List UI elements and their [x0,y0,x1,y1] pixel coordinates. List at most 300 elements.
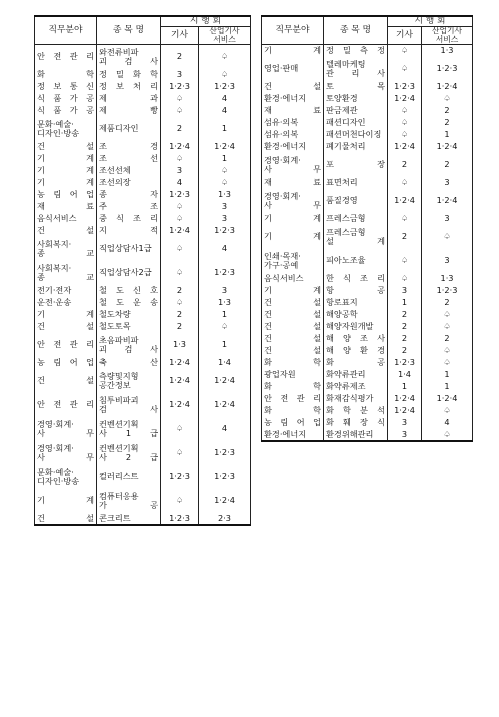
item-cell: 조선선체 [97,165,161,177]
field-cell: 기 계 [35,309,97,321]
col-b-cell: ♤ [199,165,251,177]
col-a-cell: 1·2·4 [388,141,422,153]
col-a-cell: 1·2·4 [161,225,199,237]
col-a-cell: ♤ [161,489,199,513]
table-row [35,261,251,285]
field-cell: 사회복지· 종 교 [35,237,97,261]
field-cell: 문화·예술· 디자인·방송 [35,465,97,489]
table-row [35,309,251,321]
col-a-cell: ♤ [161,213,199,225]
table-row [262,357,473,369]
table-row [262,141,473,153]
item-cell: 조 경 [97,141,161,153]
item-cell: 직업상담사1급 [97,237,161,261]
col-b-cell: ♤ [422,345,473,357]
col-a-cell: 2 [388,333,422,345]
field-cell: 섬유·의복 [262,129,324,141]
item-cell: 폐기물처리 [324,141,388,153]
item-cell: 화 훼 장 식 [324,417,388,429]
col-a-cell: ♤ [388,177,422,189]
col-b-cell: 3 [422,177,473,189]
col-a-cell: 2 [161,309,199,321]
col-a-cell: 1 [388,297,422,309]
col-b-cell: ♤ [422,321,473,333]
item-cell: 한 식 조 리 [324,273,388,285]
table-row [35,297,251,309]
col-a-cell: 3 [388,417,422,429]
table-row [262,393,473,405]
col-a-cell: 2 [388,225,422,249]
table-row [262,285,473,297]
col-b-cell: 4 [422,417,473,429]
item-cell: 초음파비파 괴 검 사 [97,333,161,357]
field-cell: 문화·예술· 디자인·방송 [35,117,97,141]
col-a-cell: 1·3 [161,333,199,357]
field-cell: 건 설 [35,225,97,237]
col-a-cell: ♤ [388,57,422,81]
field-cell: 경영·회계· 사 무 [262,189,324,213]
header-field: 직무분야 [262,16,324,45]
item-cell: 피아노조율 [324,249,388,273]
col-a-cell: 3 [388,429,422,441]
field-cell: 건 설 [262,345,324,357]
table-row [262,249,473,273]
table-row [35,201,251,213]
field-cell: 안 전 관 리 [35,333,97,357]
col-a-cell: ♤ [388,213,422,225]
item-cell: 포 장 [324,153,388,177]
col-a-cell: ♤ [161,441,199,465]
col-a-cell: ♤ [388,273,422,285]
col-b-cell: 1·2·4 [422,141,473,153]
left-schedule-table [34,15,251,526]
col-a-cell: 1 [388,381,422,393]
table-row [262,177,473,189]
item-cell: 지 적 [97,225,161,237]
header-item: 종 목 명 [97,16,161,45]
field-cell: 재 료 [35,201,97,213]
col-b-cell: 1·2·3 [199,441,251,465]
item-cell: 해양공학 [324,309,388,321]
col-a-cell: ♤ [161,417,199,441]
col-b-cell: 1·2·4 [422,81,473,93]
item-cell: 표면처리 [324,177,388,189]
field-cell: 건 설 [262,297,324,309]
item-cell: 화재감식평가 [324,393,388,405]
item-cell: 직업상담사2급 [97,261,161,285]
col-b-cell: ♤ [422,93,473,105]
field-cell: 환경·에너지 [262,429,324,441]
col-b-cell: 1·2·3 [199,81,251,93]
item-cell: 와전류비파 괴 검 사 [97,45,161,69]
field-cell: 경영·회계· 사 무 [35,441,97,465]
col-a-cell: 2 [161,285,199,297]
field-cell: 안 전 관 리 [262,393,324,405]
table-row [262,93,473,105]
left-table-body [35,45,251,525]
table-row [35,321,251,333]
col-b-cell: ♤ [199,69,251,81]
table-row [35,117,251,141]
col-b-cell: ♤ [422,309,473,321]
field-cell: 식 품 가 공 [35,105,97,117]
item-cell: 화약류제조 [324,381,388,393]
col-b-cell: 1·2·4 [422,393,473,405]
col-a-cell: ♤ [161,153,199,165]
field-cell: 농 림 어 업 [262,417,324,429]
table-row [262,345,473,357]
table-row [262,189,473,213]
table-row [35,105,251,117]
item-cell: 콘크리트 [97,513,161,525]
col-b-cell: 2 [422,117,473,129]
field-cell: 화 학 [262,381,324,393]
item-cell: 정 보 처 리 [97,81,161,93]
col-b-cell: 1 [199,153,251,165]
col-b-cell: 1·2·4 [199,393,251,417]
col-b-cell: 4 [199,237,251,261]
col-a-cell: 4 [161,177,199,189]
table-row [262,81,473,93]
col-b-cell: 1·2·3 [199,465,251,489]
col-a-cell: ♤ [388,117,422,129]
item-cell: 정 밀 측 정 [324,45,388,57]
item-cell: 해양자원개발 [324,321,388,333]
table-row [262,45,473,57]
col-a-cell: ♤ [161,105,199,117]
field-cell: 영업·판매 [262,57,324,81]
field-cell: 건 설 [35,141,97,153]
col-a-cell: 1·4 [388,369,422,381]
col-b-cell: ♤ [199,45,251,69]
table-row [262,57,473,81]
table-row [262,117,473,129]
col-b-cell: 1 [422,129,473,141]
item-cell: 중 식 조 리 [97,213,161,225]
col-a-cell: 2 [161,45,199,69]
table-row [262,297,473,309]
col-a-cell: 2 [388,321,422,333]
col-b-cell: 1·2·3 [422,285,473,297]
col-b-cell: 3 [199,213,251,225]
header-col-b: 산업기사 서비스 [199,27,251,45]
field-cell: 건 설 [262,321,324,333]
right-table-header [262,16,473,45]
table-row [35,465,251,489]
table-row [262,225,473,249]
col-a-cell: 1·2·4 [161,393,199,417]
item-cell: 컨벤션기획 사 2 급 [97,441,161,465]
table-row [262,417,473,429]
table-row [35,93,251,105]
item-cell: 조 선 [97,153,161,165]
item-cell: 항로표지 [324,297,388,309]
table-row [35,81,251,93]
table-row [262,309,473,321]
field-cell: 화 학 [262,357,324,369]
table-row [35,285,251,297]
table-row [35,141,251,153]
col-a-cell: 1·2·3 [161,189,199,201]
col-b-cell: 1·3 [422,45,473,57]
right-schedule-table [261,15,473,442]
header-group: 시 행 회 [161,16,251,27]
item-cell: 조선의장 [97,177,161,189]
table-row [262,429,473,441]
item-cell: 철도차량 [97,309,161,321]
field-cell: 건 설 [35,513,97,525]
col-a-cell: 1·2·3 [161,81,199,93]
col-b-cell: 1·4 [199,357,251,369]
col-a-cell: 1·2·4 [161,357,199,369]
field-cell: 기 계 [262,285,324,297]
item-cell: 철 도 신 호 [97,285,161,297]
col-a-cell: 2 [388,153,422,177]
item-cell: 품질경영 [324,189,388,213]
table-row [35,393,251,417]
col-a-cell: ♤ [388,45,422,57]
item-cell: 철 도 운 송 [97,297,161,309]
table-row [262,105,473,117]
header-item: 종 목 명 [324,16,388,45]
table-row [35,369,251,393]
field-cell: 건 설 [35,369,97,393]
field-cell: 건 설 [262,333,324,345]
col-a-cell: 3 [388,285,422,297]
item-cell: 화 공 [324,357,388,369]
item-cell: 정 밀 화 학 [97,69,161,81]
table-row [262,321,473,333]
table-row [262,213,473,225]
col-b-cell: 1 [199,117,251,141]
col-a-cell: 2 [388,309,422,321]
table-row [262,333,473,345]
col-b-cell: 3 [199,285,251,297]
col-b-cell: 1·3 [422,273,473,285]
col-b-cell: 2 [422,297,473,309]
col-b-cell: 1·2·3 [199,261,251,285]
col-a-cell: ♤ [388,129,422,141]
field-cell: 환경·에너지 [262,141,324,153]
col-a-cell: 1·2·4 [388,189,422,213]
col-b-cell: 1 [199,309,251,321]
col-a-cell: 2 [161,117,199,141]
table-row [35,69,251,81]
col-b-cell: 1 [422,381,473,393]
table-row [35,441,251,465]
table-row [35,213,251,225]
item-cell: 종 자 [97,189,161,201]
col-a-cell: 1·2·3 [388,81,422,93]
col-a-cell: 1·2·4 [161,369,199,393]
col-a-cell: 2 [388,345,422,357]
field-cell: 기 계 [35,177,97,189]
col-b-cell: 1·2·3 [422,57,473,81]
field-cell: 농 림 어 업 [35,189,97,201]
item-cell: 해 양 환 경 [324,345,388,357]
field-cell: 화 학 [262,405,324,417]
item-cell: 패션머천다이징 [324,129,388,141]
col-a-cell: ♤ [388,249,422,273]
col-a-cell: 1·2·4 [161,141,199,153]
field-cell: 기 계 [35,165,97,177]
col-b-cell: ♤ [199,321,251,333]
item-cell: 패션디자인 [324,117,388,129]
table-row [35,189,251,201]
field-cell: 기 계 [35,489,97,513]
left-table-header [35,16,251,45]
header-group: 시 행 회 [388,16,473,27]
col-a-cell: 3 [161,69,199,81]
field-cell: 음식서비스 [262,273,324,285]
col-a-cell: 1·2·4 [388,405,422,417]
field-cell: 기 계 [262,45,324,57]
table-row [35,417,251,441]
field-cell: 화 학 [35,69,97,81]
field-cell: 기 계 [262,213,324,225]
item-cell: 텔레마케팅 관 리 사 [324,57,388,81]
col-b-cell: 3 [422,213,473,225]
col-b-cell: 1 [422,369,473,381]
table-row [262,129,473,141]
table-row [262,273,473,285]
field-cell: 안 전 관 리 [35,45,97,69]
col-a-cell: ♤ [161,201,199,213]
field-cell: 정 보 통 신 [35,81,97,93]
col-b-cell: ♤ [199,177,251,189]
field-cell: 재 료 [262,177,324,189]
table-row [35,489,251,513]
col-b-cell: 4 [199,417,251,441]
col-a-cell: ♤ [388,105,422,117]
field-cell: 건 설 [35,321,97,333]
table-row [262,381,473,393]
table-row [35,153,251,165]
table-row [35,177,251,189]
field-cell: 전기·전자 [35,285,97,297]
col-b-cell: 2 [422,105,473,117]
col-a-cell: 1·2·4 [388,393,422,405]
item-cell: 항 공 [324,285,388,297]
item-cell: 토양환경 [324,93,388,105]
item-cell: 제 빵 [97,105,161,117]
table-row [262,405,473,417]
col-b-cell: 3 [422,249,473,273]
col-b-cell: 3 [199,201,251,213]
item-cell: 제 과 [97,93,161,105]
item-cell: 축 산 [97,357,161,369]
item-cell: 철도토목 [97,321,161,333]
item-cell: 컨벤션기획 사 1 급 [97,417,161,441]
header-col-a: 기사 [161,27,199,45]
col-b-cell: 1·2·4 [422,189,473,213]
item-cell: 침투비파괴 검 사 [97,393,161,417]
col-b-cell: 4 [199,93,251,105]
col-a-cell: 3 [161,165,199,177]
item-cell: 제품디자인 [97,117,161,141]
col-b-cell: ♤ [422,429,473,441]
table-row [262,369,473,381]
field-cell: 섬유·의복 [262,117,324,129]
field-cell: 운전·운송 [35,297,97,309]
table-row [35,45,251,69]
field-cell: 건 설 [262,309,324,321]
table-row [35,333,251,357]
header-col-a: 기사 [388,27,422,45]
header-field: 직무분야 [35,16,97,45]
field-cell: 광업자원 [262,369,324,381]
col-b-cell: 1·3 [199,189,251,201]
field-cell: 건 설 [262,81,324,93]
col-b-cell: 1·2·4 [199,141,251,153]
field-cell: 사회복지· 종 교 [35,261,97,285]
field-cell: 기 계 [35,153,97,165]
table-row [35,357,251,369]
col-a-cell: ♤ [161,297,199,309]
field-cell: 기 계 [262,225,324,249]
col-a-cell: ♤ [161,237,199,261]
col-b-cell: 2·3 [199,513,251,525]
col-b-cell: 1·2·3 [199,225,251,237]
table-row [262,153,473,177]
table-row [35,513,251,525]
item-cell: 프레스금형 설 계 [324,225,388,249]
col-b-cell: 1·3 [199,297,251,309]
right-table-body [262,45,473,441]
item-cell: 화 학 분 석 [324,405,388,417]
field-cell: 경영·회계· 사 무 [262,153,324,177]
item-cell: 판금제관 [324,105,388,117]
col-b-cell: 2 [422,333,473,345]
col-a-cell: 1·2·3 [161,465,199,489]
header-col-b: 산업기사 서비스 [422,27,473,45]
col-a-cell: 1·2·4 [388,93,422,105]
item-cell: 주 조 [97,201,161,213]
item-cell: 측량및지형 공간정보 [97,369,161,393]
field-cell: 음식서비스 [35,213,97,225]
item-cell: 토 목 [324,81,388,93]
col-a-cell: 2 [161,321,199,333]
field-cell: 인쇄·목재· 가구·공예 [262,249,324,273]
col-b-cell: 2 [422,153,473,177]
field-cell: 식 품 가 공 [35,93,97,105]
field-cell: 안 전 관 리 [35,393,97,417]
table-row [35,225,251,237]
item-cell: 프레스금형 [324,213,388,225]
field-cell: 환경·에너지 [262,93,324,105]
item-cell: 해 양 조 사 [324,333,388,345]
field-cell: 경영·회계· 사 무 [35,417,97,441]
item-cell: 화약류관리 [324,369,388,381]
col-a-cell: 1·2·3 [161,513,199,525]
col-b-cell: 1·2·4 [199,489,251,513]
item-cell: 컴퓨터응용 가 공 [97,489,161,513]
col-a-cell: ♤ [161,261,199,285]
col-b-cell: ♤ [422,225,473,249]
col-b-cell: 1·2·4 [199,369,251,393]
field-cell: 농 림 어 업 [35,357,97,369]
col-b-cell: ♤ [422,357,473,369]
field-cell: 재 료 [262,105,324,117]
item-cell: 환경위해관리 [324,429,388,441]
col-b-cell: 4 [199,105,251,117]
col-b-cell: ♤ [422,405,473,417]
col-a-cell: ♤ [161,93,199,105]
item-cell: 컬러리스트 [97,465,161,489]
table-row [35,237,251,261]
table-row [35,165,251,177]
col-a-cell: 1·2·3 [388,357,422,369]
